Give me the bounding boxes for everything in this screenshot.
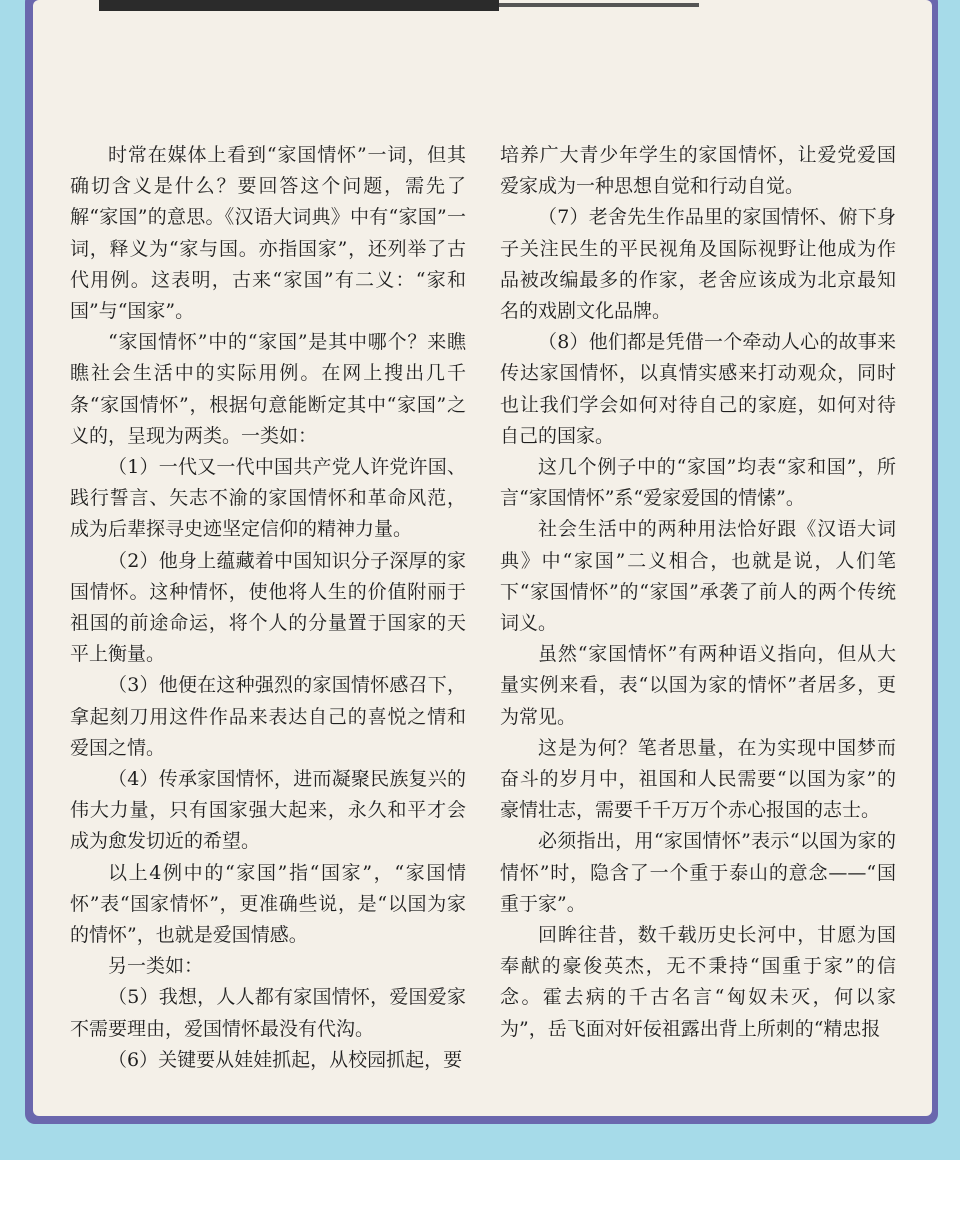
article-left-column [70, 140, 466, 1076]
paragraph: （6）关键要从娃娃抓起，从校园抓起，要 [108, 1048, 463, 1071]
paragraph: （8）他们都是凭借一个牵动人心的故事来传达家国情怀，以真情实感来打动观众，同时也让我们学会如何对待自己的家庭，如何对待自己的国家。 [500, 331, 896, 447]
article-right-column [500, 140, 896, 1045]
paragraph: 时常在媒体上看到“家国情怀”一词，但其确切含义是什么？要回答这个问题，需先了解“家国”的意思。《汉语大词典》中有“家国”一词，释义为“家与国。亦指国家”，还列举了古代用例。这表明，古来“家国”有二义：“家和国”与“国家”。 [70, 144, 466, 323]
paragraph: （2）他身上蕴藏着中国知识分子深厚的家国情怀。这种情怀，使他将人生的价值附丽于祖国的前途命运，将个人的分量置于国家的天平上衡量。 [70, 549, 466, 666]
paragraph: 以上4例中的“家国”指“国家”，“家国情怀”表“国家情怀”，更准确些说，是“以国为家的情怀”，也就是爱国情感。 [70, 861, 466, 947]
paragraph: 回眸往昔，数千载历史长河中，甘愿为国奉献的豪俊英杰，无不秉持“国重于家”的信念。霍去病的千古名言“匈奴未灭，何以家为”，岳飞面对奸佞祖露出背上所刺的“精忠报 [500, 924, 896, 1040]
top-rule-thin [499, 3, 699, 7]
paragraph: 这几个例子中的“家国”均表“家和国”，所言“家国情怀”系“爱家爱国的情愫”。 [500, 456, 896, 510]
paragraph: 培养广大青少年学生的家国情怀，让爱党爱国爱家成为一种思想自觉和行动自觉。 [500, 144, 896, 198]
paragraph: （5）我想，人人都有家国情怀，爱国爱家不需要理由，爱国情怀最没有代沟。 [70, 986, 466, 1040]
paragraph: （4）传承家国情怀，进而凝聚民族复兴的伟大力量，只有国家强大起来，永久和平才会成为愈发切近的希望。 [70, 768, 466, 853]
paragraph: 虽然“家国情怀”有两种语义指向，但从大量实例来看，表“以国为家的情怀”者居多，更为常见。 [500, 643, 896, 728]
paragraph: 这是为何？笔者思量，在为实现中国梦而奋斗的岁月中，祖国和人民需要“以国为家”的豪情壮志，需要千千万万个赤心报国的志士。 [500, 736, 896, 822]
paragraph: （3）他便在这种强烈的家国情怀感召下，拿起刻刀用这件作品来表达自己的喜悦之情和爱国之情。 [70, 674, 466, 759]
paragraph: 社会生活中的两种用法恰好跟《汉语大词典》中“家国”二义相合，也就是说，人们笔下“家国情怀”的“家国”承袭了前人的两个传统词义。 [500, 518, 896, 635]
paragraph: 另一类如： [108, 955, 204, 978]
paragraph: （7）老舍先生作品里的家国情怀、俯下身子关注民生的平民视角及国际视野让他成为作品被改编最多的作家，老舍应该成为北京最知名的戏剧文化品牌。 [500, 206, 896, 323]
paragraph: “家国情怀”中的“家国”是其中哪个？来瞧瞧社会生活中的实际用例。在网上搜出几千条“家国情怀”，根据句意能断定其中“家国”之义的，呈现为两类。一类如： [70, 331, 466, 447]
paragraph: 必须指出，用“家国情怀”表示“以国为家的情怀”时，隐含了一个重于泰山的意念——“国重于家”。 [500, 830, 896, 915]
top-rule [99, 0, 499, 11]
paragraph: （1）一代又一代中国共产党人许党许国、践行誓言、矢志不渝的家国情怀和革命风范，成为后辈探寻史迹坚定信仰的精神力量。 [70, 456, 466, 541]
